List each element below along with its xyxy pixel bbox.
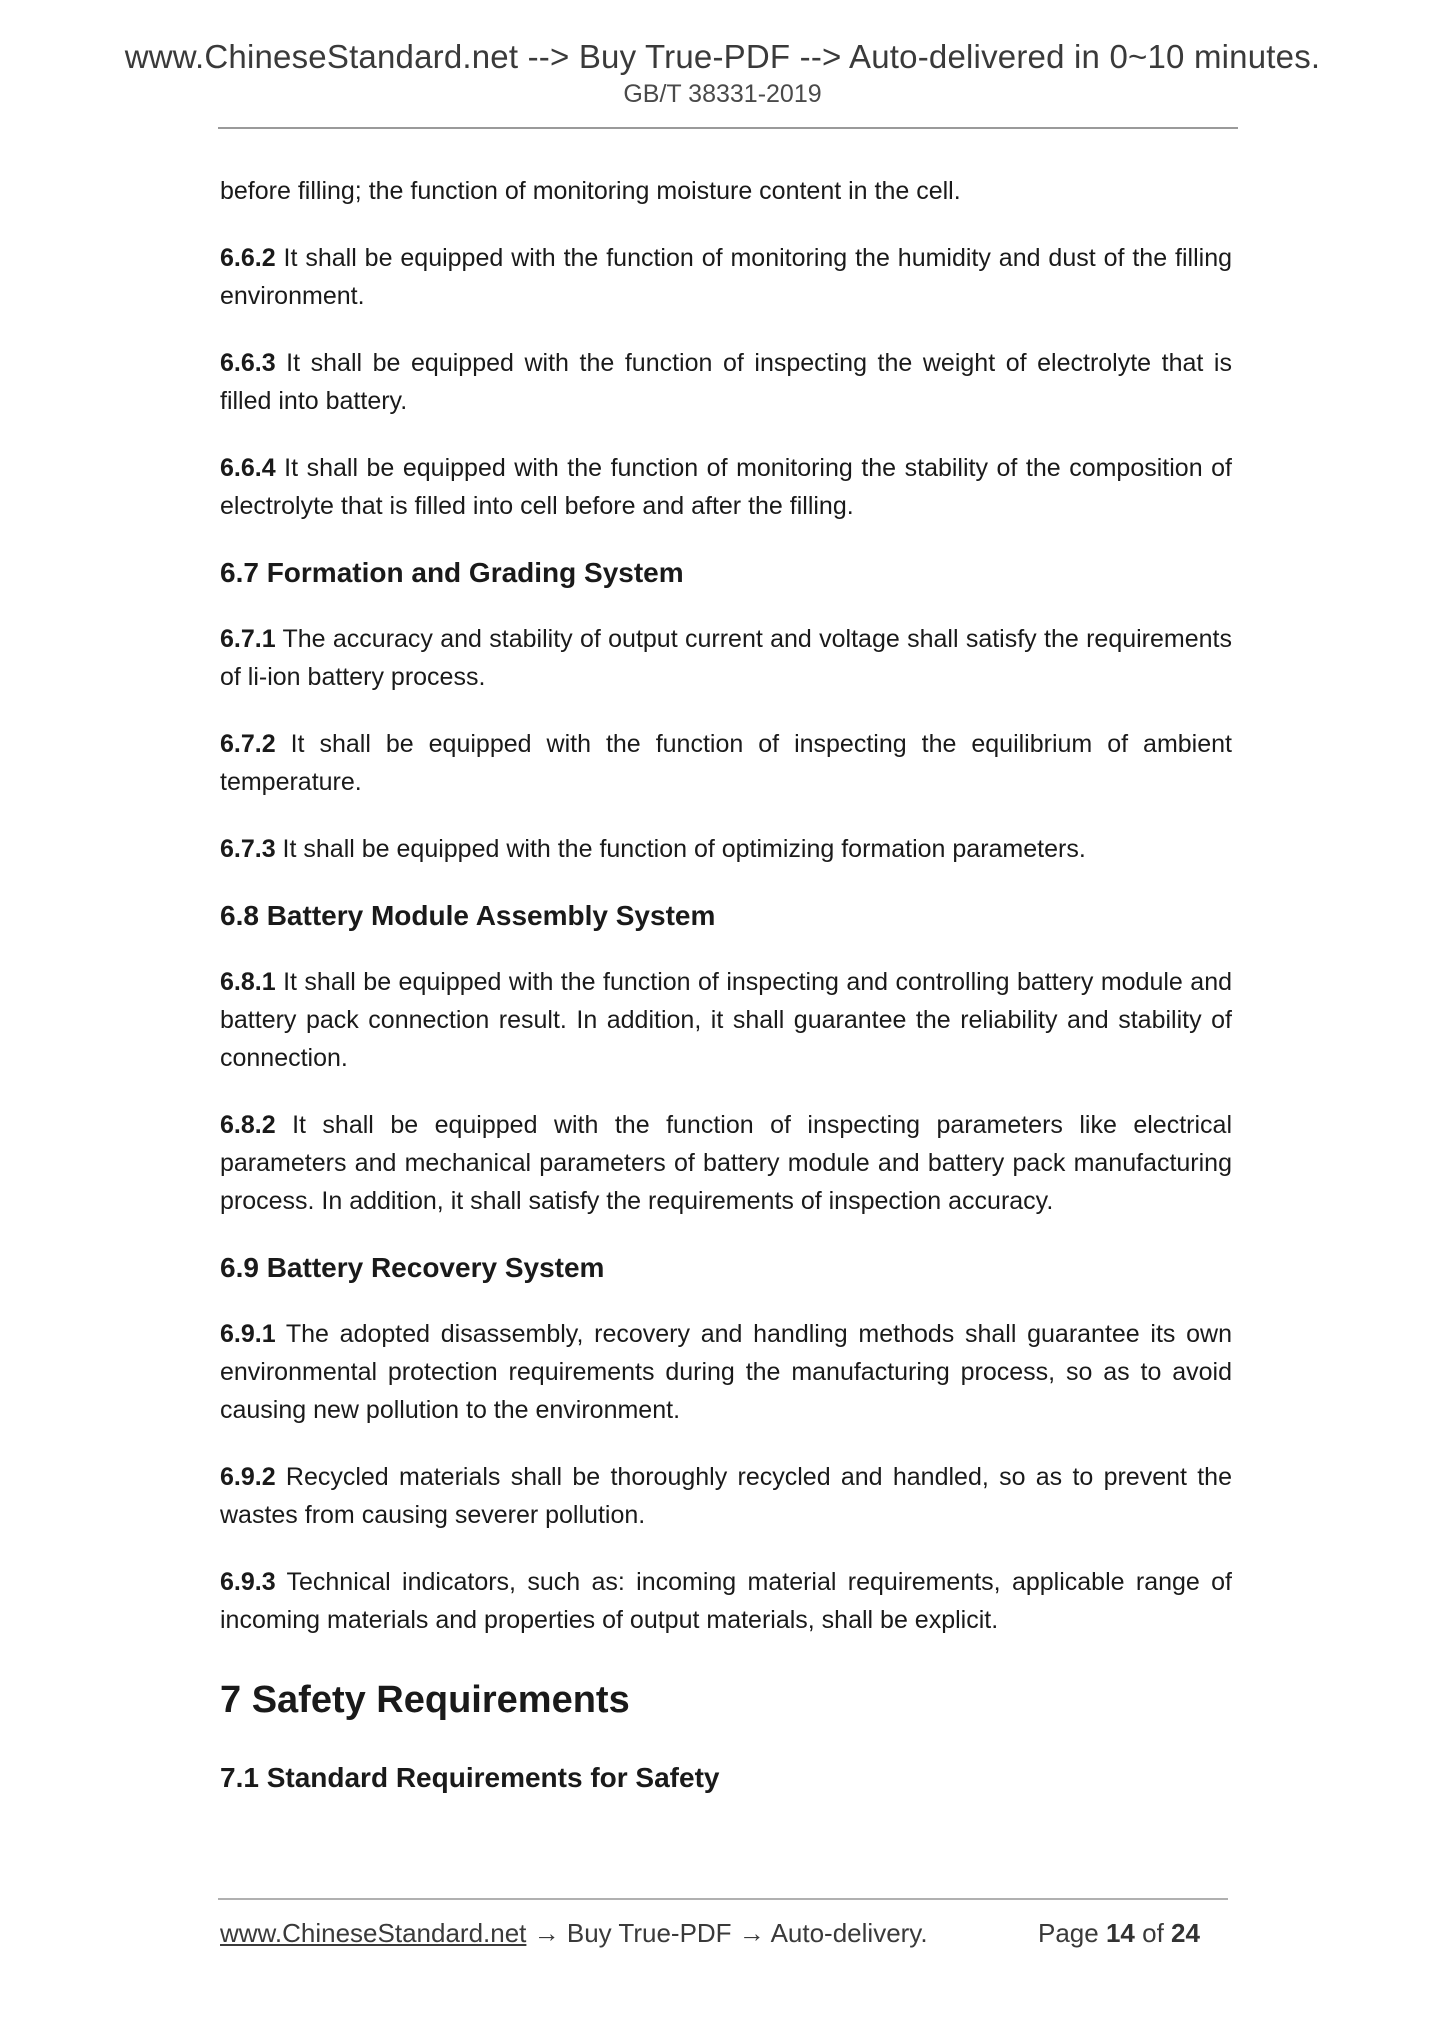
clause-6-8-2 bbox=[220, 1106, 1232, 1220]
clause-text: The accuracy and stability of output current and voltage shall satisfy the requirements of li-ion battery process. bbox=[220, 625, 1232, 691]
clause-text: It shall be equipped with the function of inspecting and controlling battery module and battery pack connection result. In addition, it shall guarantee the reliability and stability of connection. bbox=[220, 968, 1232, 1072]
clause-6-6-2 bbox=[220, 239, 1232, 315]
standard-code: GB/T 38331-2019 bbox=[623, 80, 822, 108]
footer-tail-text: → Buy True-PDF → Auto-delivery. bbox=[526, 1918, 928, 1948]
clause-6-9-3 bbox=[220, 1563, 1232, 1639]
heading-6-8: 6.8 Battery Module Assembly System bbox=[220, 900, 716, 931]
footer-divider bbox=[218, 1898, 1228, 1900]
page-total: 24 bbox=[1171, 1918, 1200, 1948]
footer-site-link[interactable]: www.ChineseStandard.net bbox=[220, 1918, 527, 1948]
document-body bbox=[220, 172, 1232, 1825]
clause-number: 6.9.3 bbox=[220, 1568, 276, 1596]
clause-number: 6.7.3 bbox=[220, 835, 276, 863]
clause-text: It shall be equipped with the function of inspecting the weight of electrolyte that is filled into battery. bbox=[220, 349, 1232, 415]
heading-7: 7 Safety Requirements bbox=[220, 1679, 630, 1721]
clause-6-9-2 bbox=[220, 1458, 1232, 1534]
page-current: 14 bbox=[1105, 1918, 1135, 1948]
clause-text: It shall be equipped with the function of monitoring the stability of the composition of electrolyte that is filled into cell before and after the filling. bbox=[220, 454, 1232, 520]
header-divider bbox=[218, 127, 1238, 129]
clause-6-7-3 bbox=[220, 830, 1232, 868]
footer-links bbox=[220, 1918, 928, 1949]
clause-text: The adopted disassembly, recovery and handling methods shall guarantee its own environmental protection requirements during the manufacturing process, so as to avoid causing new pollution to the environment. bbox=[220, 1320, 1232, 1424]
clause-6-9-1 bbox=[220, 1315, 1232, 1429]
clause-text: It shall be equipped with the function of monitoring the humidity and dust of the filling environment. bbox=[220, 244, 1232, 310]
clause-6-7-1 bbox=[220, 620, 1232, 696]
clause-6-6-4 bbox=[220, 449, 1232, 525]
clause-number: 6.6.2 bbox=[220, 244, 276, 272]
clause-text: Recycled materials shall be thoroughly recycled and handled, so as to prevent the wastes from causing severer pollution. bbox=[220, 1463, 1232, 1529]
clause-number: 6.9.2 bbox=[220, 1463, 276, 1491]
page-indicator bbox=[1038, 1918, 1200, 1949]
clause-text: It shall be equipped with the function of inspecting parameters like electrical parameters and mechanical parameters of battery module and battery pack manufacturing process. In addition, it shall satisfy the requirements of inspection accuracy. bbox=[220, 1111, 1232, 1215]
clause-number: 6.6.3 bbox=[220, 349, 276, 377]
clause-number: 6.7.2 bbox=[220, 730, 276, 758]
clause-number: 6.9.1 bbox=[220, 1320, 276, 1348]
paragraph-text: before filling; the function of monitoring moisture content in the cell. bbox=[220, 177, 961, 205]
clause-text: It shall be equipped with the function of inspecting the equilibrium of ambient temperature. bbox=[220, 730, 1232, 796]
clause-number: 6.7.1 bbox=[220, 625, 276, 653]
clause-number: 6.6.4 bbox=[220, 454, 276, 482]
heading-6-7: 6.7 Formation and Grading System bbox=[220, 557, 684, 588]
clause-number: 6.8.1 bbox=[220, 968, 276, 996]
paragraph-intro bbox=[220, 172, 1232, 210]
of-label: of bbox=[1142, 1918, 1164, 1948]
clause-number: 6.8.2 bbox=[220, 1111, 276, 1139]
clause-6-8-1 bbox=[220, 963, 1232, 1077]
page-label: Page bbox=[1038, 1918, 1099, 1948]
clause-6-6-3 bbox=[220, 344, 1232, 420]
heading-6-9: 6.9 Battery Recovery System bbox=[220, 1252, 605, 1283]
clause-text: Technical indicators, such as: incoming material requirements, applicable range of incoming materials and properties of output materials, shall be explicit. bbox=[220, 1568, 1232, 1634]
clause-6-7-2 bbox=[220, 725, 1232, 801]
header-banner: www.ChineseStandard.net --> Buy True-PDF --> Auto-delivered in 0~10 minutes. bbox=[124, 38, 1321, 75]
clause-text: It shall be equipped with the function of optimizing formation parameters. bbox=[275, 835, 1086, 863]
heading-7-1: 7.1 Standard Requirements for Safety bbox=[220, 1762, 720, 1793]
